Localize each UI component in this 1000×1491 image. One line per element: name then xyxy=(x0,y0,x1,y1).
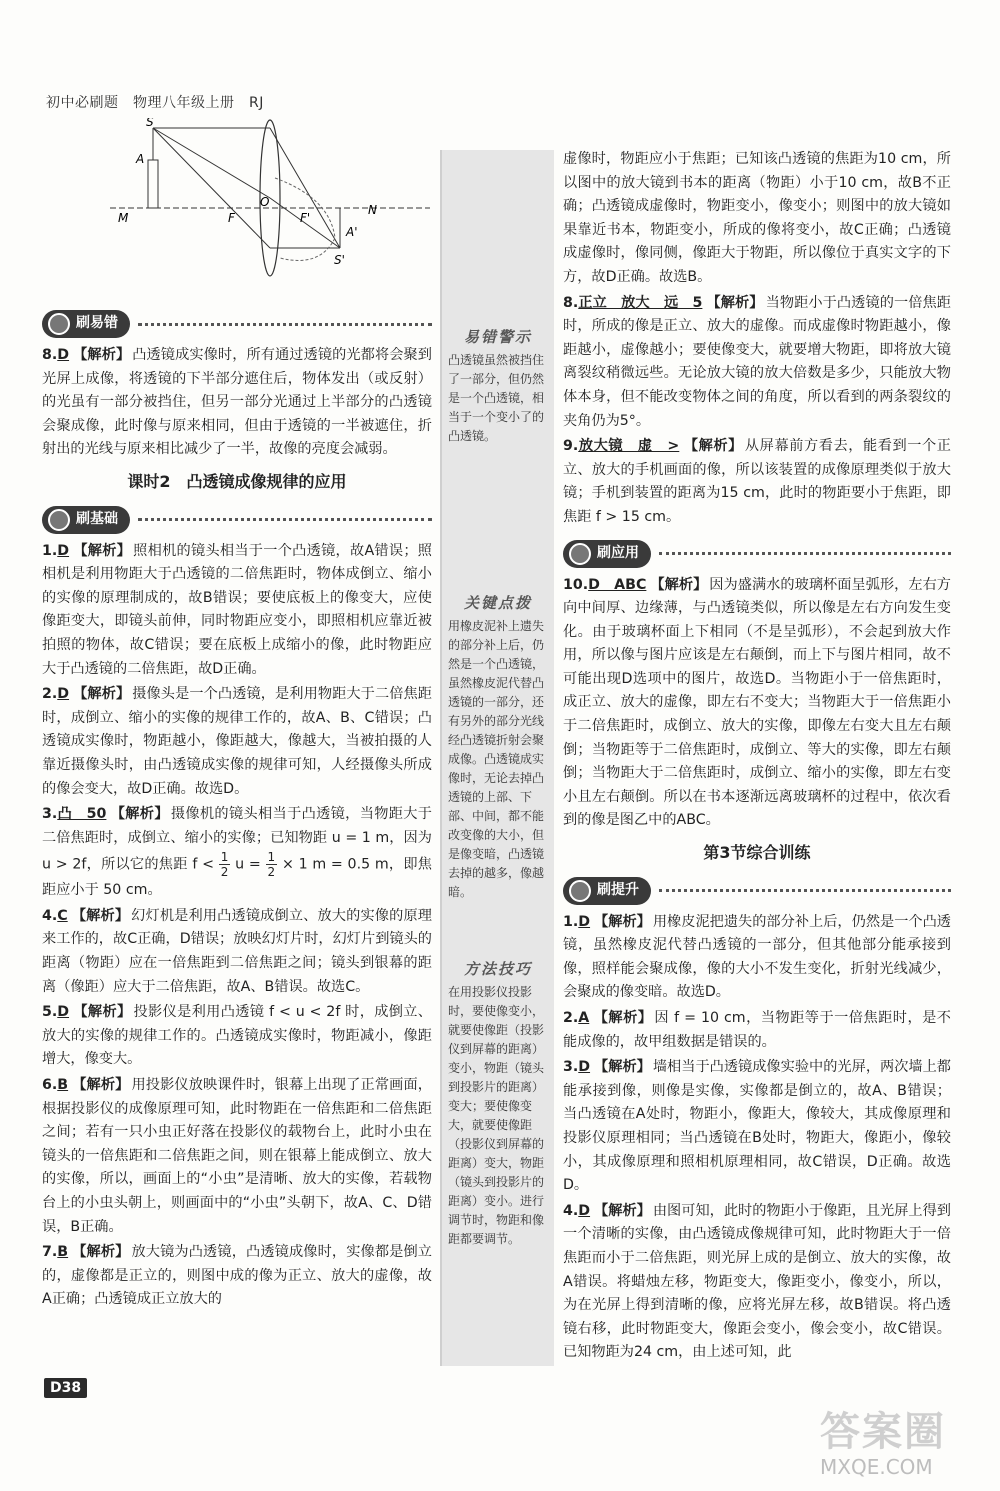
answer-6: 6.B 【解析】 用投影仪放映课件时，银幕上出现了正常画面，根据投影仪的成像原理可知，此时物距在一倍焦距和二倍焦距之间；若有一只小虫正好落在投影仪的载物台上，此时小虫在镜头的一倍焦距和二倍焦距之间，则在银幕上能成倒立、放大的实像，所以，画面上的“小虫”是清晰、放大的实像，若载物台上的小虫头朝上，则画面中的“小虫”头朝下，故A、C、D错误，B正确。 xyxy=(42,1077,432,1235)
answer-7: 7.B 【解析】 放大镜为凸透镜，凸透镜成像时，实像都是倒立的，虚像都是正立的，则图中成的像为正立、放大的虚像，故A正确；凸透镜成正立放大的 xyxy=(42,1244,432,1308)
label-N: N xyxy=(368,203,377,217)
badge-row-improve xyxy=(563,875,951,907)
fraction-half-2: $\frac{1}{2}$ xyxy=(267,850,276,880)
answer-8: 8.D 【解析】 凸透镜成实像时，所有通过透镜的光都将会聚到光屏上成像，将透镜的下半部分遮住后，物体发出（或反射）的光虽有一部分被挡住，但另一部分光通过上半部分的凸透镜会聚成像，此时像与原来相同，但由于透镜的一半被遮住，折射出的光线与原来相比减少了一半，故像的亮度会减弱。 xyxy=(42,347,432,458)
tip-error: 凸透镜虽然被挡住了一部分，但仍然是一个凸透镜，相当于一个变小了的凸透镜。 xyxy=(448,353,545,443)
dotted-divider xyxy=(659,552,951,555)
lesson-title: 课时2 凸透镜成像规律的应用 xyxy=(127,471,347,491)
answer-4: 4.C 【解析】 幻灯机是利用凸透镜成倒立、放大的实像的原理来工作的，故C正确，D错误；放映幻灯片时，幻灯片到镜头的距离（物距）应在一倍焦距到二倍焦距之间；镜头到银幕的距离（像距）应大于二倍焦距，故A、B错误。故选C。 xyxy=(42,907,432,995)
section-title: 第3节综合训练 xyxy=(703,843,811,863)
badge-icon xyxy=(48,313,70,335)
label-A-prime: A' xyxy=(346,225,358,239)
dotted-divider xyxy=(138,323,432,326)
review-answer-3: 3.D 【解析】 墙相当于凸透镜成像实验中的光屏，两次墙上都能承接到像，则像是实像，实像都是倒立的，故A、B错误；当凸透镜在A处时，物距小，像距大，像较大，其成像原理和投影仪原理相同；当凸透镜在B处时，物距大，像距小，像较小，其成像原理和照相机原理相同，故C错误，D正确。故选D。 xyxy=(563,1059,951,1194)
answer-9: 9.放大镜 虚 > 【解析】 从屏幕前方看去，能看到一个正立、放大的手机画面的像，所以该装置的成像原理类似于放大镜；手机到装置的距离为15 cm，此时的物距要小于焦距，即焦距 f > 15 cm。 xyxy=(563,438,951,525)
badge-icon xyxy=(569,543,591,565)
label-A: A xyxy=(136,152,145,166)
lens-ray-diagram xyxy=(100,118,440,293)
badge-error: 刷易错 xyxy=(42,310,130,338)
tip-title-method: 方法技巧 xyxy=(463,960,532,978)
tips-sidebar xyxy=(440,150,554,1366)
review-answer-1: 1.D 【解析】 用橡皮泥把遗失的部分补上后，仍然是一个凸透镜，虽然橡皮泥代替凸透镜的一部分，但其他部分能承接到像，照样能会聚成像，像的大小不发生变化，折射光线减少，会聚成的像变暗。故选D。 xyxy=(563,913,951,1001)
answer-8-right: 8.正立 放大 远 5 【解析】 当物距小于凸透镜的一倍焦距时，所成的像是正立、放大的虚像。而成虚像时物距越小，像距越小，虚像越小；要使像变大，就要增大物距，即将放大镜离裂纹稍微远些。无论放大镜的放大倍数是多少，只能放大物体本身，但不能改变物体之间的角度，所以看到的两条裂纹的夹角仍为5°。 xyxy=(563,294,951,429)
answer-5: 5.D 【解析】 投影仪是利用凸透镜 f < u < 2f 时，成倒立、放大的实像的规律工作的。凸透镜成实像时，物距减小，像距增大，像变大。 xyxy=(42,1004,432,1068)
watermark-logo: 答案圈 xyxy=(820,1409,946,1455)
badge-improve: 刷提升 xyxy=(563,877,651,905)
answer-10: 10.D ABC 【解析】 因为盛满水的玻璃杯面呈弧形，左右方向中间厚、边缘薄，与凸透镜类似，所以像是左右方向发生变化。由于玻璃杯面上下相同（不是呈弧形），不会起到放大作用，所以像与图片应该是左右颠倒，而上下与图片相同，故不可能出现D选项中的图片，故选D。当物距小于一倍焦距时，成正立、放大的虚像，即左右不变大；当物距大于一倍焦距小于二倍焦距时，成倒立、放大的实像，即像左右变大且左右颠倒；当物距等于二倍焦距时，成倒立、等大的实像，即左右颠倒；当物距大于二倍焦距时，成倒立、缩小的实像，即左右变小且左右颠倒。所以在书本逐渐远离玻璃杯的过程中，依次看到的像是图乙中的ABC。 xyxy=(563,576,951,829)
review-answer-4: 4.D 【解析】 由图可知，此时的物距小于像距，且光屏上得到一个清晰的实像，由凸透镜成像规律可知，此时物距大于一倍焦距而小于二倍焦距，则光屏上成的是倒立、放大的实像，故A错误。将蜡烛左移，物距变大，像距变小，像变小，所以，为在光屏上得到清晰的像，应将光屏左移，故B错误。将凸透镜右移，此时物距变大，像距会变小，像会变小，故C错误。已知物距为24 cm，由上述可知，此 xyxy=(563,1202,951,1361)
fraction-half: $\frac{1}{2}$ xyxy=(220,850,229,880)
watermark-url: MXQE.COM xyxy=(820,1455,933,1479)
tip-key: 用橡皮泥补上遗失的部分补上后，仍然是一个凸透镜，虽然橡皮泥代替凸透镜的一部分，还有另外的部分光线经凸透镜折射会聚成像。凸透镜成实像时，无论去掉凸透镜的上部、下部、中间，都不能改变像的大小，但是像变暗，凸透镜去掉的越多，像越暗。 xyxy=(448,619,545,899)
tip-title-key: 关键点拨 xyxy=(463,594,532,612)
label-F-prime: F' xyxy=(300,211,311,225)
label-S: S xyxy=(146,118,154,129)
page-number: D38 xyxy=(44,1378,87,1398)
answer-1: 1.D 【解析】 照相机的镜头相当于一个凸透镜，故A错误；照相机是利用物距大于凸透镜的二倍焦距时，物体成倒立、缩小的实像的原理制成的，故B错误；要使底板上的像变大，应使像距变大，即镜头前伸，同时物距应变小，即照相机应靠近被拍照的物体，故C错误；要在底板上成缩小的像，此时物距应大于凸透镜的二倍焦距，故D正确。 xyxy=(42,542,432,677)
right-column xyxy=(563,148,951,1367)
badge-row-basic xyxy=(42,504,432,536)
label-O: O xyxy=(260,195,270,209)
tip-title-error: 易错警示 xyxy=(463,328,532,346)
dotted-divider xyxy=(138,518,432,521)
badge-icon xyxy=(569,880,591,902)
answer-7-continued: 虚像时，物距应小于焦距；已知该凸透镜的焦距为10 cm，所以图中的放大镜到书本的距离（物距）小于10 cm，故B不正确；凸透镜成虚像时，物距变小，像变小；则图中的放大镜如果靠近书本，物距变小，所成的像将变小，故C正确；凸透镜成虚像时，像同侧，像距大于物距，所以像位于真实文字的下方，故D正确。故选B。 xyxy=(563,151,951,285)
label-S-prime: S' xyxy=(334,253,345,267)
badge-row-apply xyxy=(563,538,951,570)
tip-method: 在用投影仪投影时，要使像变小，就要使像距（投影仪到屏幕的距离）变小，物距（镜头到投影片的距离）变大；要使像变大，就要使像距（投影仪到屏幕的距离）变大，物距（镜头到投影片的距离）变小。进行调节时，物距和像距都要调节。 xyxy=(448,985,545,1246)
badge-icon xyxy=(48,509,70,531)
label-M: M xyxy=(118,211,129,225)
badge-apply: 刷应用 xyxy=(563,540,651,568)
badge-row-error xyxy=(42,308,432,340)
left-column xyxy=(42,300,432,1314)
dotted-divider xyxy=(659,889,951,892)
book-header: 初中必刷题 物理八年级上册 RJ xyxy=(46,95,264,111)
answer-3: 3.凸 50 【解析】 摄像机的镜头相当于凸透镜，当物距大于二倍焦距时，成倒立、缩小的实像；已知物距 u = 1 m，因为 u > 2f，所以它的焦距 f < $\frac{1}{2}$ u = $\frac{1}{2}$ × 1 m = 0.5 m，即焦距应小于 50 cm。 xyxy=(42,806,432,899)
review-answer-2: 2.A 【解析】 因 f = 10 cm，当物距等于一倍焦距时，是不能成像的，故甲组数据是错误的。 xyxy=(563,1010,951,1050)
answer-2: 2.D 【解析】 摄像头是一个凸透镜，是利用物距大于二倍焦距时，成倒立、缩小的实像的规律工作的，故A、B、C错误；凸透镜成实像时，物距越小，像距越大，像越大，当被拍摄的人靠近摄像头时，由凸透镜成实像的规律可知，人经摄像头所成的像会变大，故D正确。故选D。 xyxy=(42,686,432,797)
badge-basic: 刷基础 xyxy=(42,506,130,534)
label-F: F xyxy=(228,211,235,225)
